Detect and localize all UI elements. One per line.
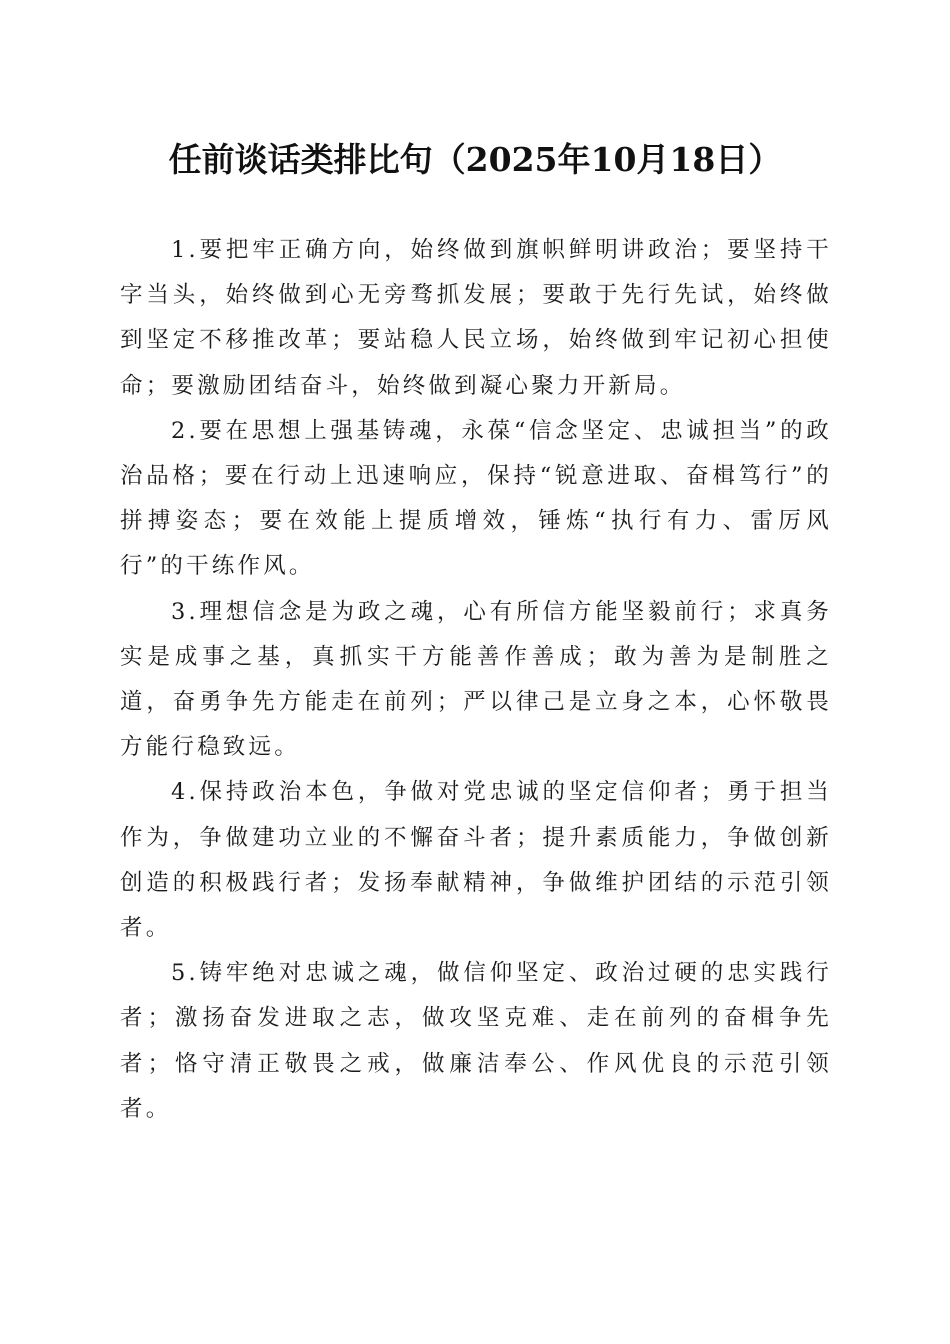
- document-title: 任前谈话类排比句（2025年10月18日）: [168, 140, 782, 179]
- document-body: [120, 228, 832, 1132]
- paragraph-2: 2.要在思想上强基铸魂，永葆“信念坚定、忠诚担当”的政治品格；要在行动上迅速响应，保持“锐意进取、奋楫笃行”的拼搏姿态；要在效能上提质增效，锤炼“执行有力、雷厉风行”的干练作风。: [120, 417, 832, 580]
- paragraph-5: 5.铸牢绝对忠诚之魂，做信仰坚定、政治过硬的忠实践行者；激扬奋发进取之志，做攻坚克难、走在前列的奋楫争先者；恪守清正敬畏之戒，做廉洁奉公、作风优良的示范引领者。: [120, 960, 832, 1122]
- paragraph-4: 4.保持政治本色，争做对党忠诚的坚定信仰者；勇于担当作为，争做建功立业的不懈奋斗者；提升素质能力，争做创新创造的积极践行者；发扬奉献精神，争做维护团结的示范引领者。: [120, 779, 832, 942]
- paragraph-3: 3.理想信念是为政之魂，心有所信方能坚毅前行；求真务实是成事之基，真抓实干方能善作善成；敢为善为是制胜之道，奋勇争先方能走在前列；严以律己是立身之本，心怀敬畏方能行稳致远。: [120, 598, 832, 761]
- paragraph-1: 1.要把牢正确方向，始终做到旗帜鲜明讲政治；要坚持干字当头，始终做到心无旁骛抓发展；要敢于先行先试，始终做到坚定不移推改革；要站稳人民立场，始终做到牢记初心担使命；要激励团结奋斗，始终做到凝心聚力开新局。: [120, 237, 832, 399]
